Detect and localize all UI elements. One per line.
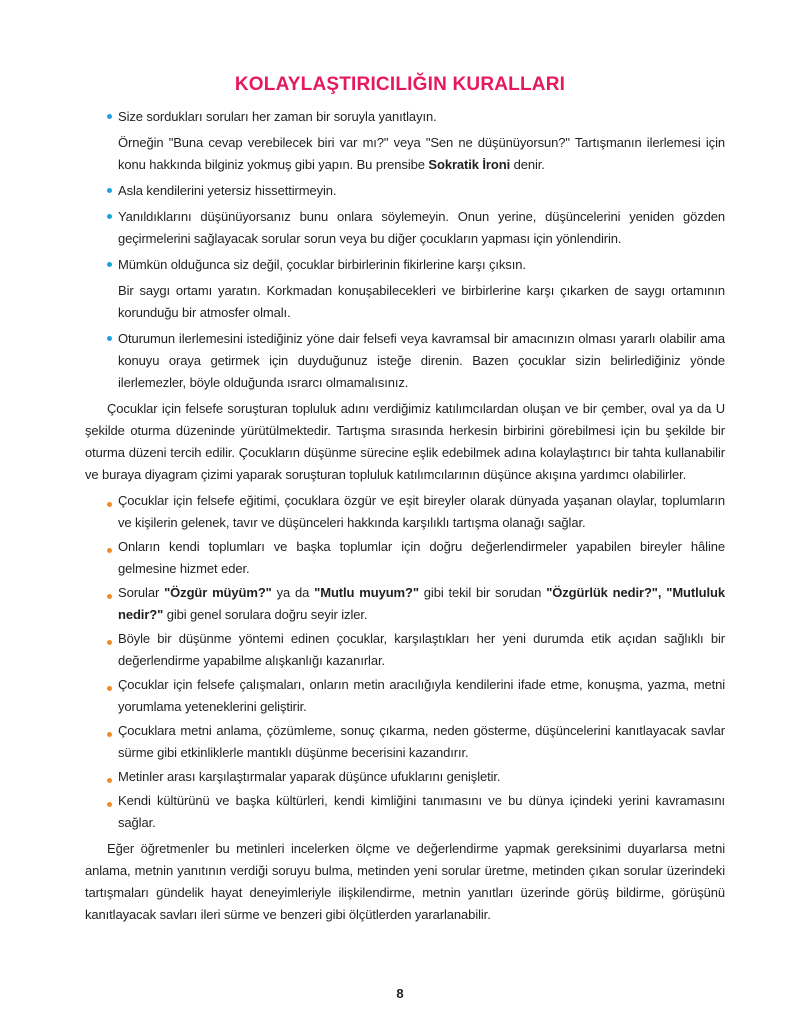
orange-bullet-icon	[107, 502, 112, 507]
benefit-text: Böyle bir düşünme yöntemi edinen çocuklar, karşılaştıkları her yeni durumda etik açıdan sağlıklı bir değerlendirme yapabilme alışkanlığı kazanırlar.	[118, 631, 725, 668]
rule-text: Oturumun ilerlemesini istediğiniz yöne dair felsefi veya kavramsal bir amacınızın olması yararlı olabilir ama konuyu oraya getirmek için duyduğunuz isteğe direnin. Bazen çocuklar sizin belirlediğiniz yönde ilerlemezler, böyle olduğunda ısrarcı olmamalısınız.	[118, 331, 725, 390]
rule-item	[85, 106, 725, 128]
blue-bullet-icon	[107, 114, 112, 119]
blue-bullet-icon	[107, 214, 112, 219]
benefit-item	[85, 582, 725, 626]
rule-item	[85, 206, 725, 250]
orange-bullet-icon	[107, 778, 112, 783]
benefit-item	[85, 720, 725, 764]
rule-item	[85, 254, 725, 276]
benefit-text: Çocuklar için felsefe çalışmaları, onların metin aracılığıyla kendilerini ifade etme, konuşma, yazma, metni yorumlama yeteneklerini geliştirir.	[118, 677, 725, 714]
rule-text: Size sordukları soruları her zaman bir soruyla yanıtlayın.	[118, 109, 437, 124]
rule-example-tail: denir.	[510, 157, 545, 172]
rule-text: Mümkün olduğunca siz değil, çocuklar birbirlerinin fikirlerine karşı çıksın.	[118, 257, 526, 272]
sokratik-ironi-term: Sokratik İroni	[428, 157, 511, 172]
benefit-text: Çocuklara metni anlama, çözümleme, sonuç çıkarma, neden gösterme, düşüncelerini kanıtlayacak savlar sürme gibi etkinliklerle mantıklı düşünme becerisini kazandırır.	[118, 723, 725, 760]
blue-bullet-icon	[107, 188, 112, 193]
rule-text: Yanıldıklarını düşünüyorsanız bunu onlara söylemeyin. Onun yerine, düşüncelerini yeniden gözden geçirmelerini sağlayacak sorular sorun veya bu diğer çocukların yapması için yönlendirin.	[118, 209, 725, 246]
orange-bullet-icon	[107, 594, 112, 599]
orange-bullet-icon	[107, 732, 112, 737]
rule-item	[85, 180, 725, 202]
blue-bullet-icon	[107, 262, 112, 267]
benefits-list	[85, 490, 725, 834]
benefit-item	[85, 674, 725, 718]
paragraph-assessment: Eğer öğretmenler bu metinleri incelerken ölçme ve değerlendirme yapmak gereksinimi duyarlarsa metni anlama, metnin yanıtının verdiği soruyu bulma, metinden yeni sorular üretme, metinden çıkan sorular üzerindeki tartışmaları gündelik hayat deneyimleriyle ilişkilendirme, metnin yanıtları üzerinde görüş bildirme, görüşünü kanıtlayacak savları ileri sürme ve benzeri gibi ölçütlerden yararlanabilir.	[85, 841, 725, 922]
benefit-text: Metinler arası karşılaştırmalar yaparak düşünce ufuklarını genişletir.	[118, 769, 501, 784]
orange-bullet-icon	[107, 802, 112, 807]
rule-example-text: Örneğin "Buna cevap verebilecek biri var mı?" veya "Sen ne düşünüyorsun?" Tartışmanın ilerlemesi için konu hakkında bilginiz yokmuş gibi yapın. Bu prensibe	[118, 135, 725, 172]
orange-bullet-icon	[107, 686, 112, 691]
benefit-item	[85, 628, 725, 672]
benefit-item	[85, 490, 725, 534]
benefit-item	[85, 536, 725, 580]
rule-example	[85, 132, 725, 176]
blue-bullet-icon	[107, 336, 112, 341]
rule-note: Bir saygı ortamı yaratın. Korkmadan konuşabilecekleri ve birbirlerine karşı çıkarken de saygı ortamının korunduğu bir atmosfer olmalı.	[118, 283, 725, 320]
orange-bullet-icon	[107, 640, 112, 645]
page-title: KOLAYLAŞTIRICILIĞIN KURALLARI	[234, 74, 566, 95]
benefit-text: Çocuklar için felsefe eğitimi, çocuklara özgür ve eşit bireyler olarak dünyada yaşanan olaylar, toplumların ve kişilerin gelenek, tavır ve düşünceleri hakkında karşılıklı tartışma olanağı sağlar.	[118, 493, 725, 530]
page-number: 8	[396, 986, 404, 1001]
rule-item	[85, 328, 725, 394]
benefit-item	[85, 790, 725, 834]
rule-text: Asla kendilerini yetersiz hissettirmeyin.	[118, 183, 337, 198]
paragraph-seating: Çocuklar için felsefe soruşturan topluluk adını verdiğimiz katılımcılardan oluşan ve bir çember, oval ya da U şekilde oturma düzeninde yürütülmektedir. Tartışma sırasında herkesin birbirini görebilmesi için bu şekilde bir oturma düzeni tercih edilir. Çocukların düşünme sürecine eşlik edebilmek adına kolaylaştırıcı bir tahta kullanabilir ve buraya diyagram çizimi yaparak soruşturan topluluk katılımcılarının düşünce akışına yardımcı olabilirler.	[85, 401, 725, 482]
benefit-text: Sorular "Özgür müyüm?" ya da "Mutlu muyum?" gibi tekil bir sorudan "Özgürlük nedir?", "Mutluluk nedir?" gibi genel sorulara doğru seyir izler.	[118, 585, 725, 622]
benefit-text: Onların kendi toplumları ve başka toplumlar için doğru değerlendirmeler yapabilen bireyler hâline gelmesine hizmet eder.	[118, 539, 725, 576]
benefit-item	[85, 766, 725, 788]
page-content	[85, 106, 725, 930]
orange-bullet-icon	[107, 548, 112, 553]
benefit-text: Kendi kültürünü ve başka kültürleri, kendi kimliğini tanımasını ve bu dünya içindeki yerini kavramasını sağlar.	[118, 793, 725, 830]
